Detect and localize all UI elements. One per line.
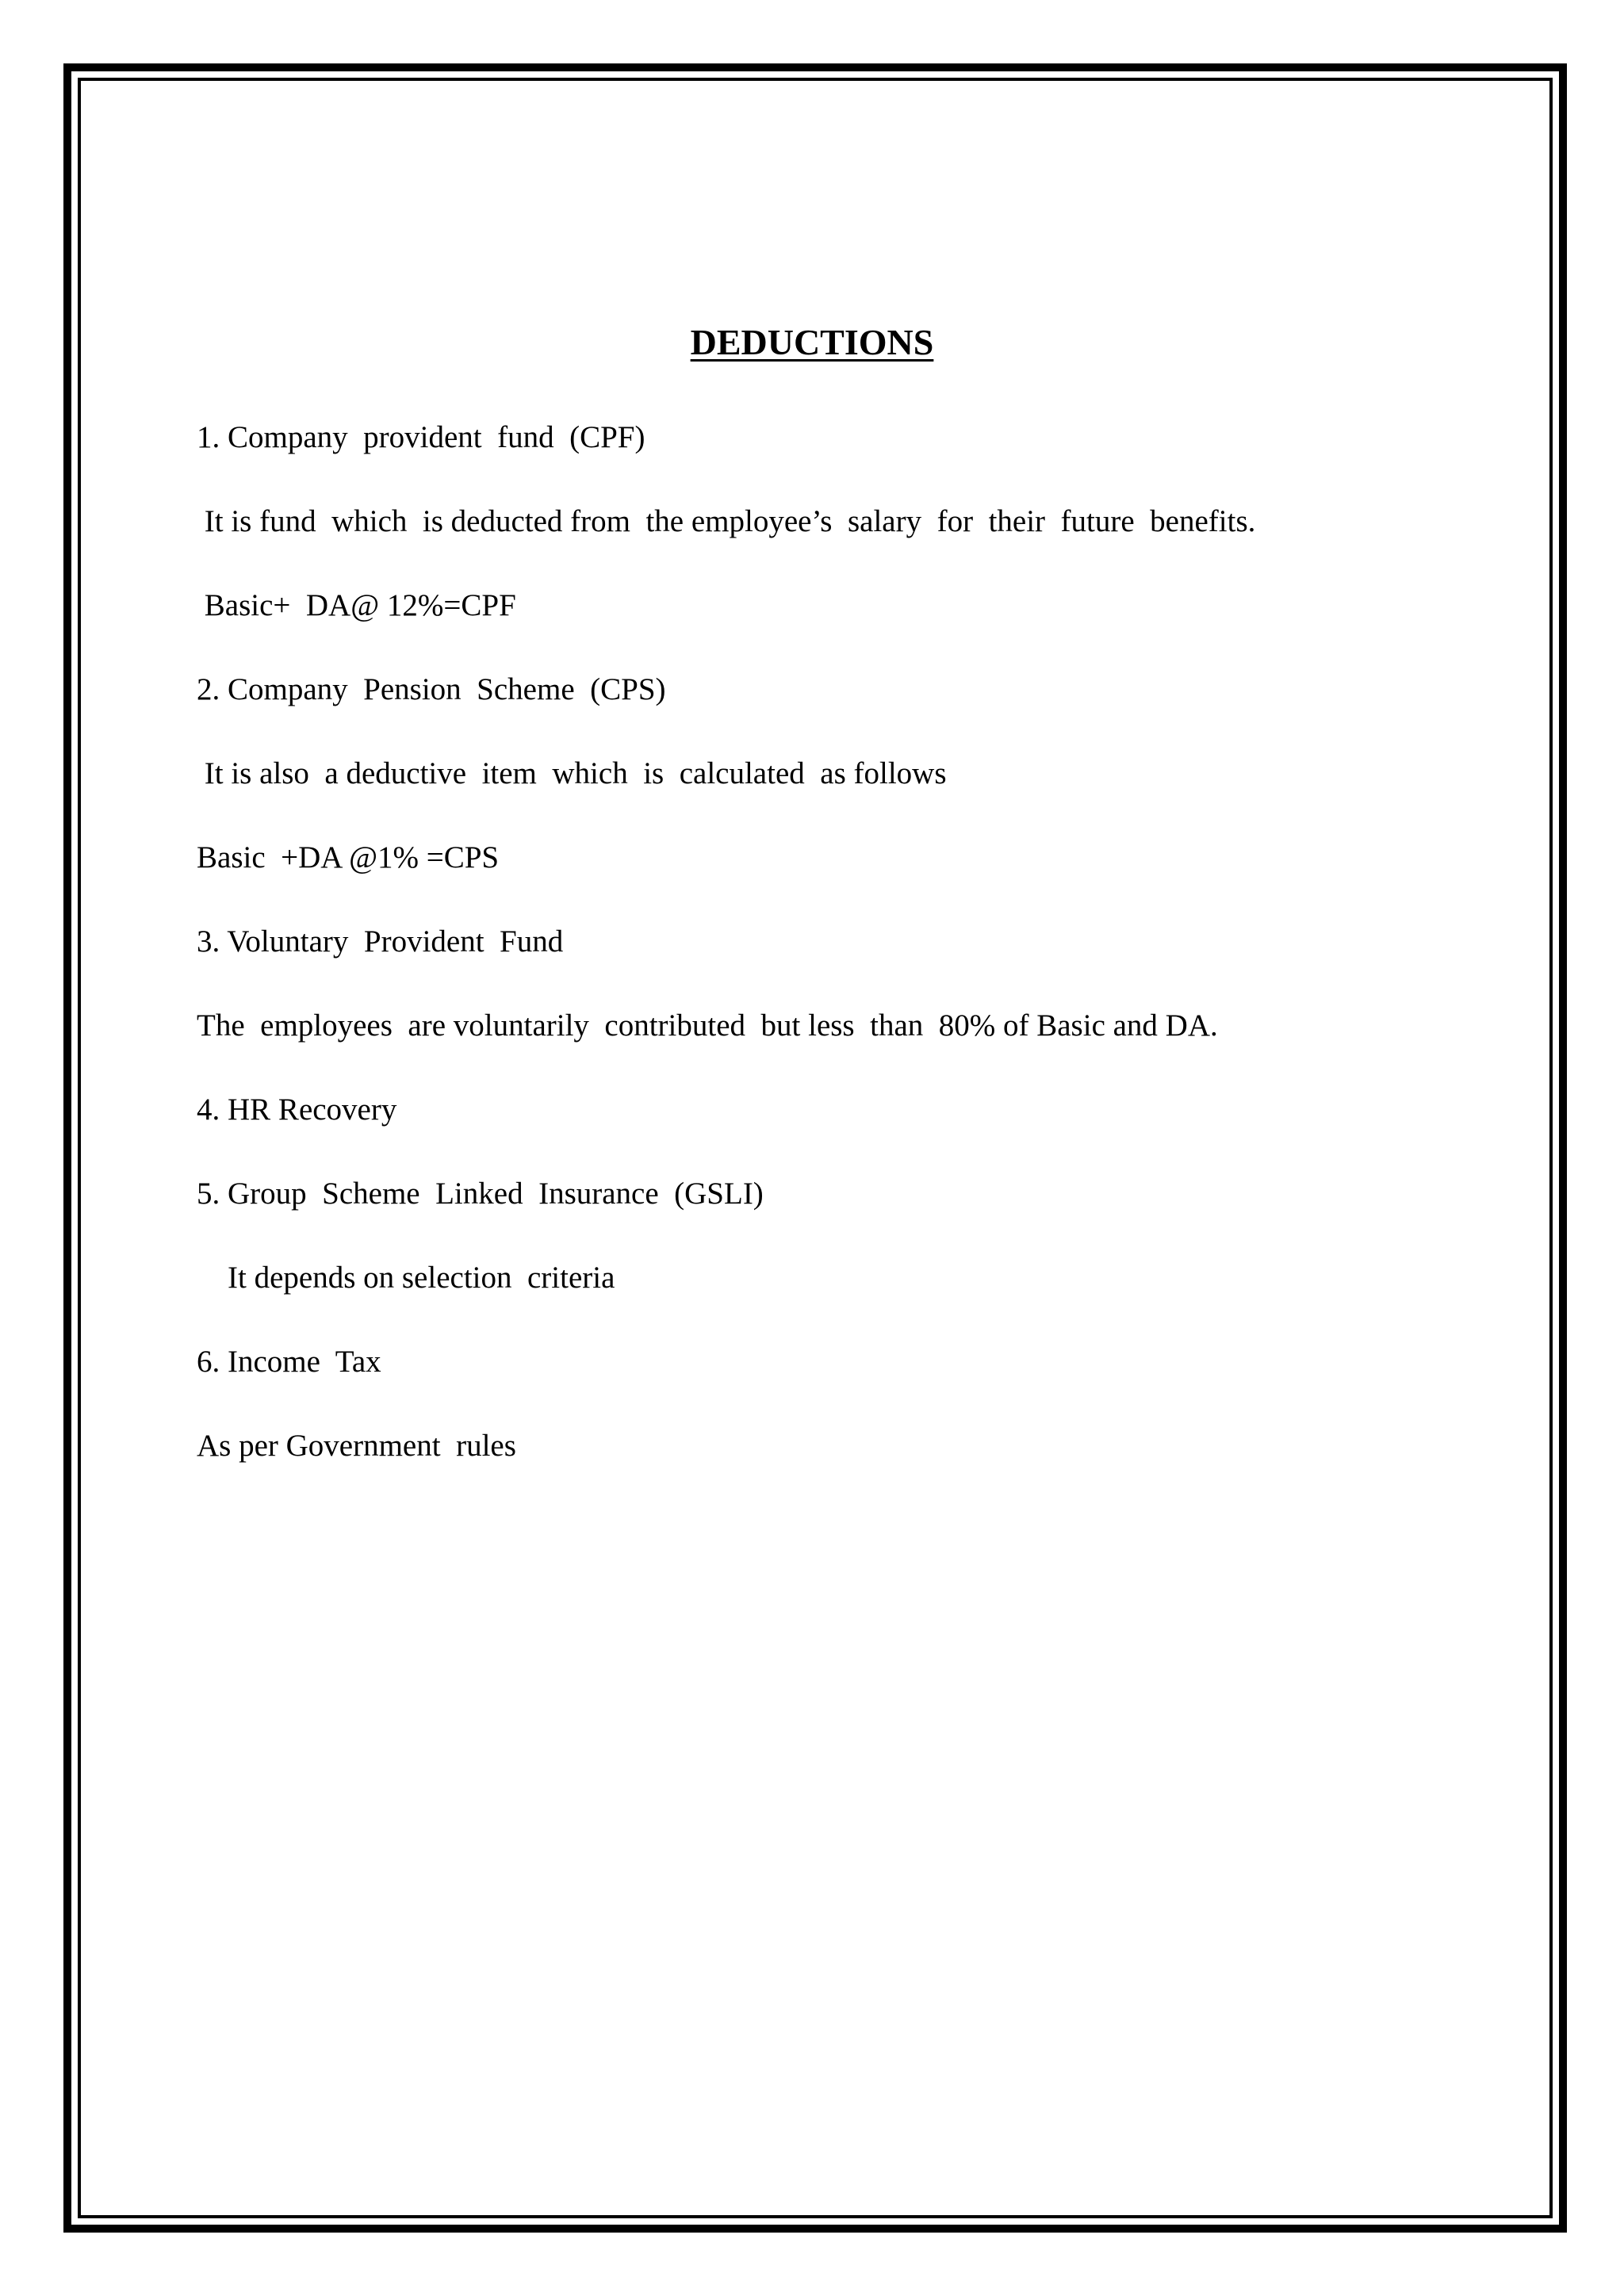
vpf-description: The employees are voluntarily contributed but less than 80% of Basic and DA. xyxy=(197,1008,1218,1043)
item-heading-vpf: 3. Voluntary Provident Fund xyxy=(197,924,564,959)
cpf-formula: Basic+ DA@ 12%=CPF xyxy=(197,588,516,622)
page-title: DEDUCTIONS xyxy=(690,322,934,362)
gsli-description: It depends on selection criteria xyxy=(197,1261,615,1295)
cpf-description: It is fund which is deducted from the employee’s salary for their future benefits. xyxy=(197,504,1256,538)
cps-formula: Basic +DA @1% =CPS xyxy=(197,840,500,874)
page-border-inner xyxy=(78,78,1553,2218)
item-heading-cps: 2. Company Pension Scheme (CPS) xyxy=(197,672,666,706)
item-heading-hr-recovery: 4. HR Recovery xyxy=(197,1093,397,1127)
income-tax-description: As per Government rules xyxy=(197,1429,516,1463)
cps-description: It is also a deductive item which is calculated as follows xyxy=(197,756,947,790)
item-heading-income-tax: 6. Income Tax xyxy=(197,1345,381,1379)
item-heading-cpf: 1. Company provident fund (CPF) xyxy=(197,420,645,454)
item-heading-gsli: 5. Group Scheme Linked Insurance (GSLI) xyxy=(197,1177,764,1211)
